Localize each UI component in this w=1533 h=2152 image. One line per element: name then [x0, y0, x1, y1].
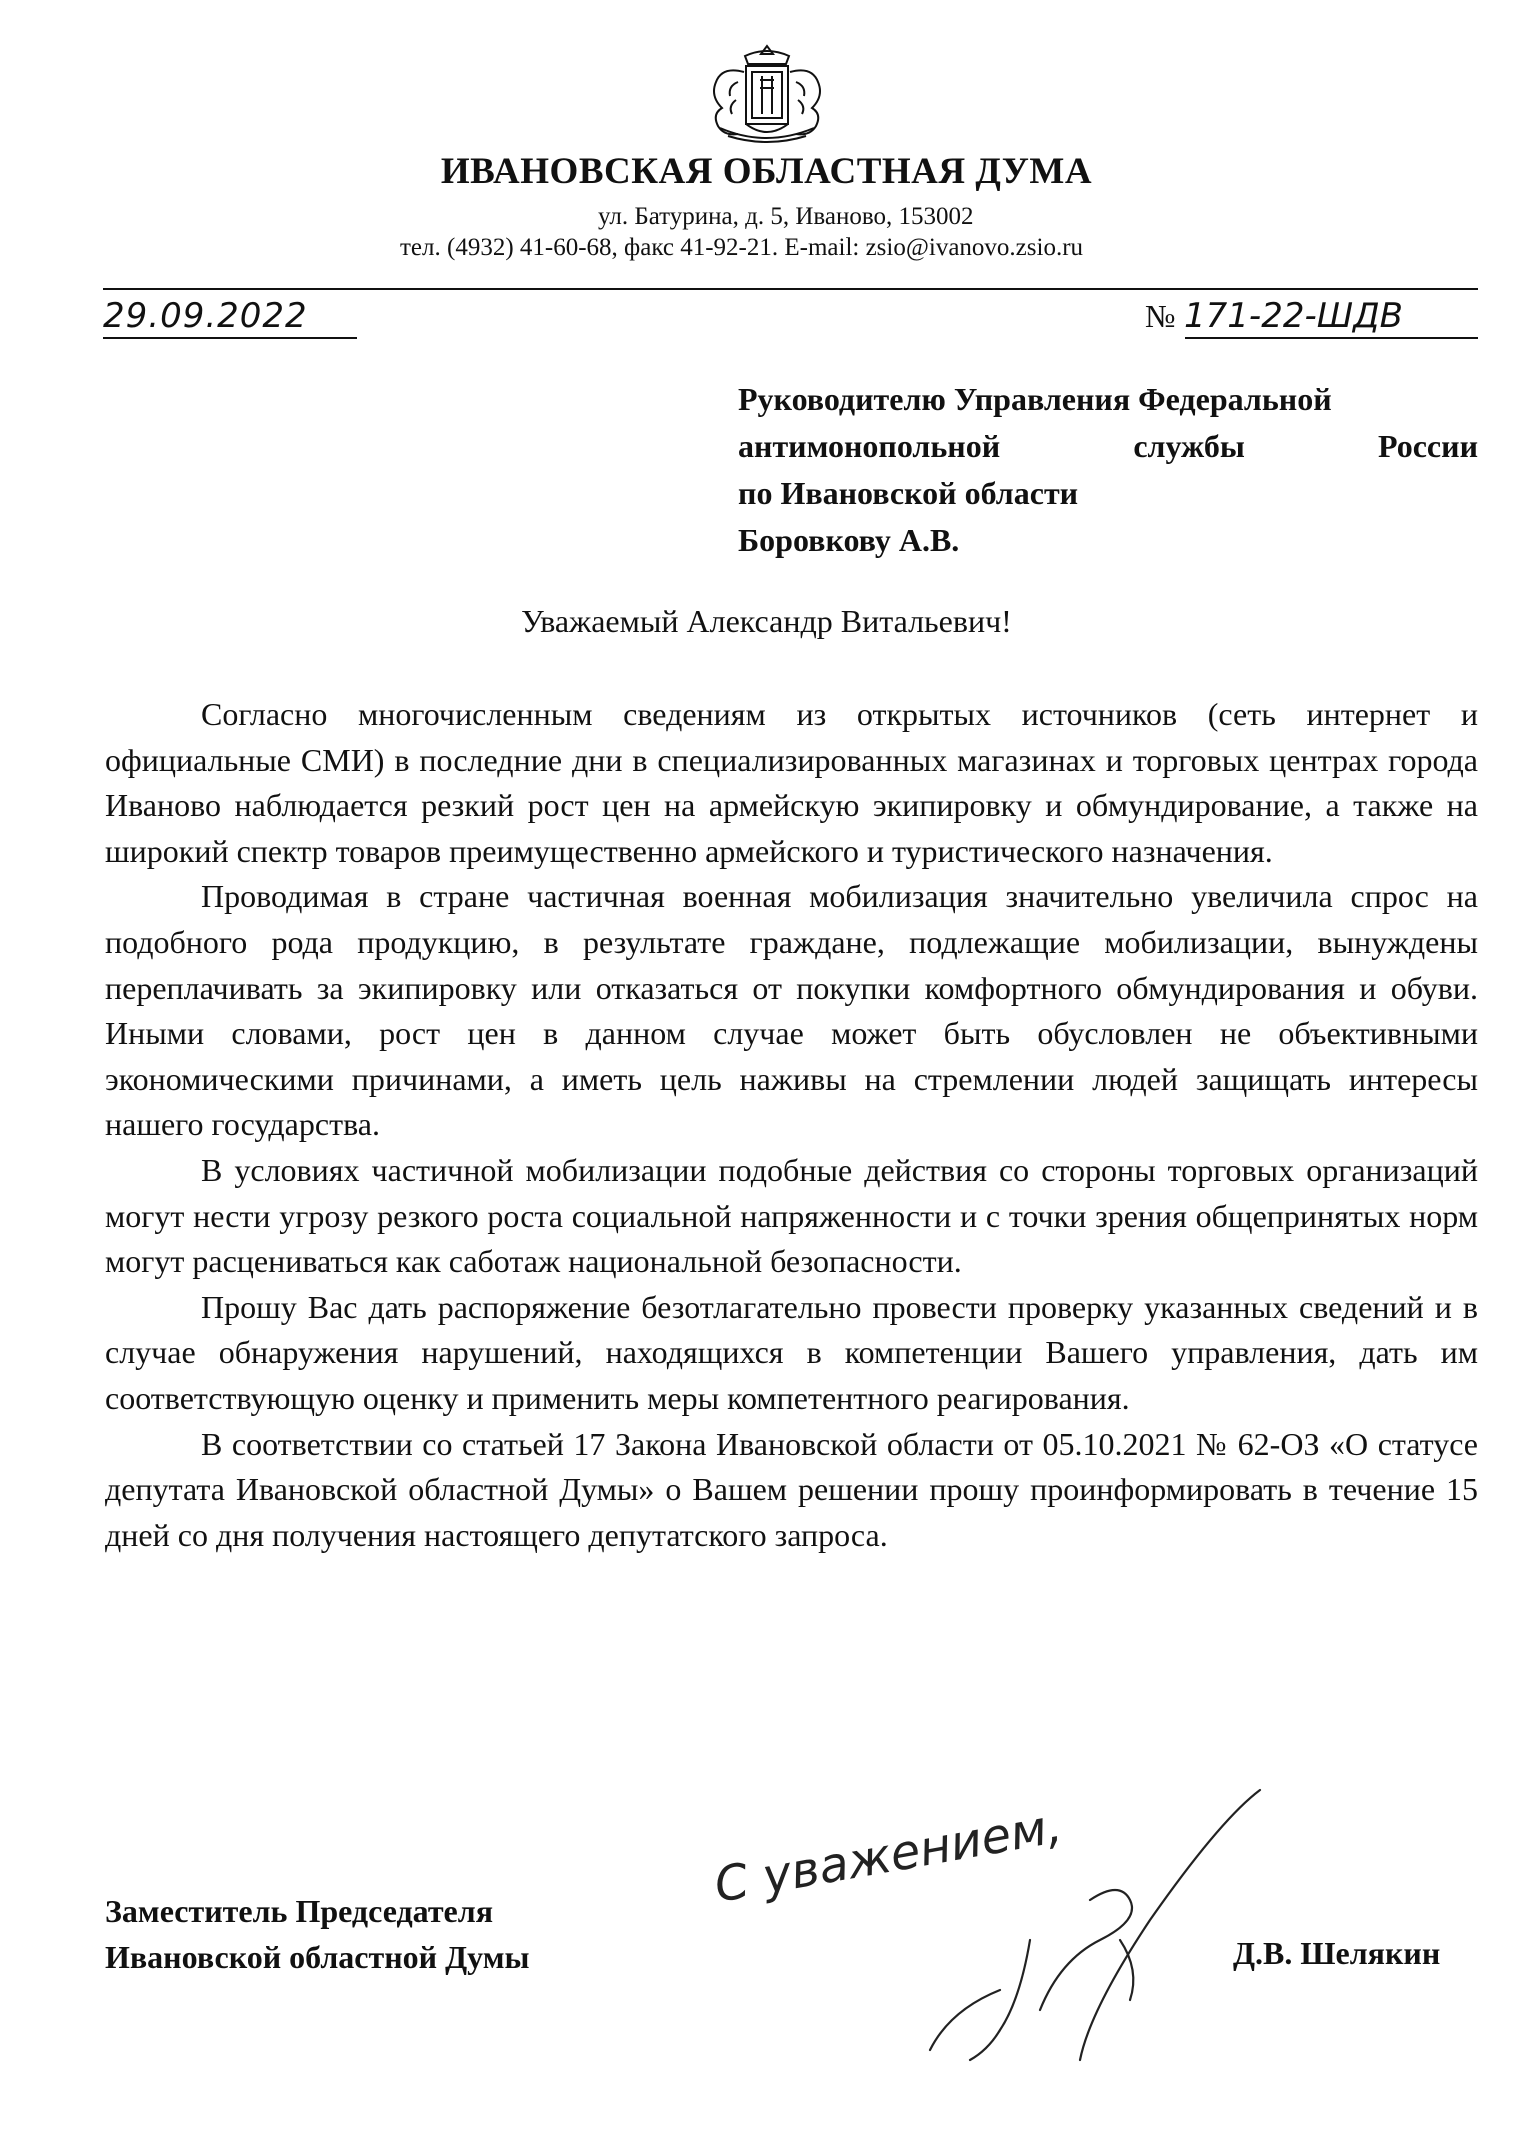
addressee-line: Руководителю Управления Федеральной — [738, 381, 1332, 417]
coat-of-arms-icon — [700, 42, 834, 146]
handwritten-note: С уважением, — [710, 1797, 1066, 1914]
body-paragraph: Прошу Вас дать распоряжение безотлагательно провести проверку указанных сведений и в случае обнаружения нарушений, находящихся в компетенции Вашего управления, дать им соответствующую оценку и применить меры компетентного реагирования. — [105, 1288, 1478, 1416]
addressee-line: антимонопольной службы России — [738, 428, 1478, 464]
body-paragraph: Проводимая в стране частичная военная мобилизация значительно увеличила спрос на подобного рода продукцию, в результате граждане, подлежащие мобилизации, вынуждены переплачивать за экипировку или отказаться от покупки комфортного обмундирования и обуви. Иными словами, рост цен в данном случае может быть обусловлен не объективными экономическими причинами, а иметь цель наживы на стремлении людей защищать интересы нашего государства. — [105, 878, 1478, 1143]
number-sign: № — [1145, 298, 1176, 334]
body-paragraph: В соответствии со статьей 17 Закона Ивановской области от 05.10.2021 № 62-ОЗ «О статусе депутата Ивановской областной Думы» о Вашем решении прошу проинформировать в течение 15 дней со дня получения настоящего депутатского запроса. — [105, 1425, 1478, 1553]
document-date — [103, 296, 357, 336]
number-underline — [1185, 337, 1478, 339]
addressee-line: по Ивановской области — [738, 475, 1079, 511]
document-number-value: 171-22-ШДВ — [1184, 296, 1403, 336]
document-number — [1145, 296, 1478, 336]
body-paragraph: В условиях частичной мобилизации подобные действия со стороны торговых организаций могут нести угрозу резкого роста социальной напряженности и с точки зрения общепринятых норм могут расцениваться как саботаж национальной безопасности. — [105, 1151, 1478, 1280]
document-date-value: 29.09.2022 — [103, 296, 308, 336]
organization-name: ИВАНОВСКАЯ ОБЛАСТНАЯ ДУМА — [440, 151, 1093, 192]
header-divider — [103, 288, 1478, 290]
letter-body — [105, 692, 1478, 1558]
organization-address: ул. Батурина, д. 5, Иваново, 153002 — [598, 203, 974, 230]
date-underline — [103, 337, 357, 339]
signer-position-line: Заместитель Председателя — [105, 1893, 494, 1929]
signer-position — [105, 1888, 529, 1980]
organization-contacts: тел. (4932) 41-60-68, факс 41-92-21. E-mail: zsio@ivanovo.zsio.ru — [400, 234, 1084, 261]
addressee-name: Боровкову А.В. — [738, 522, 960, 558]
salutation: Уважаемый Александр Витальевич! — [521, 603, 1012, 639]
signer-name: Д.В. Шелякин — [1233, 1935, 1441, 1971]
signer-position-line: Ивановской областной Думы — [105, 1939, 530, 1975]
addressee-block — [738, 376, 1478, 564]
body-paragraph: Согласно многочисленным сведениям из открытых источников (сеть интернет и официальные СМИ) в последние дни в специализированных магазинах и торговых центрах города Иваново наблюдается резкий рост цен на армейскую экипировку и обмундирование, а также на широкий спектр товаров преимущественно армейского и туристического назначения. — [105, 696, 1478, 869]
handwritten-signature — [700, 1750, 1320, 2080]
